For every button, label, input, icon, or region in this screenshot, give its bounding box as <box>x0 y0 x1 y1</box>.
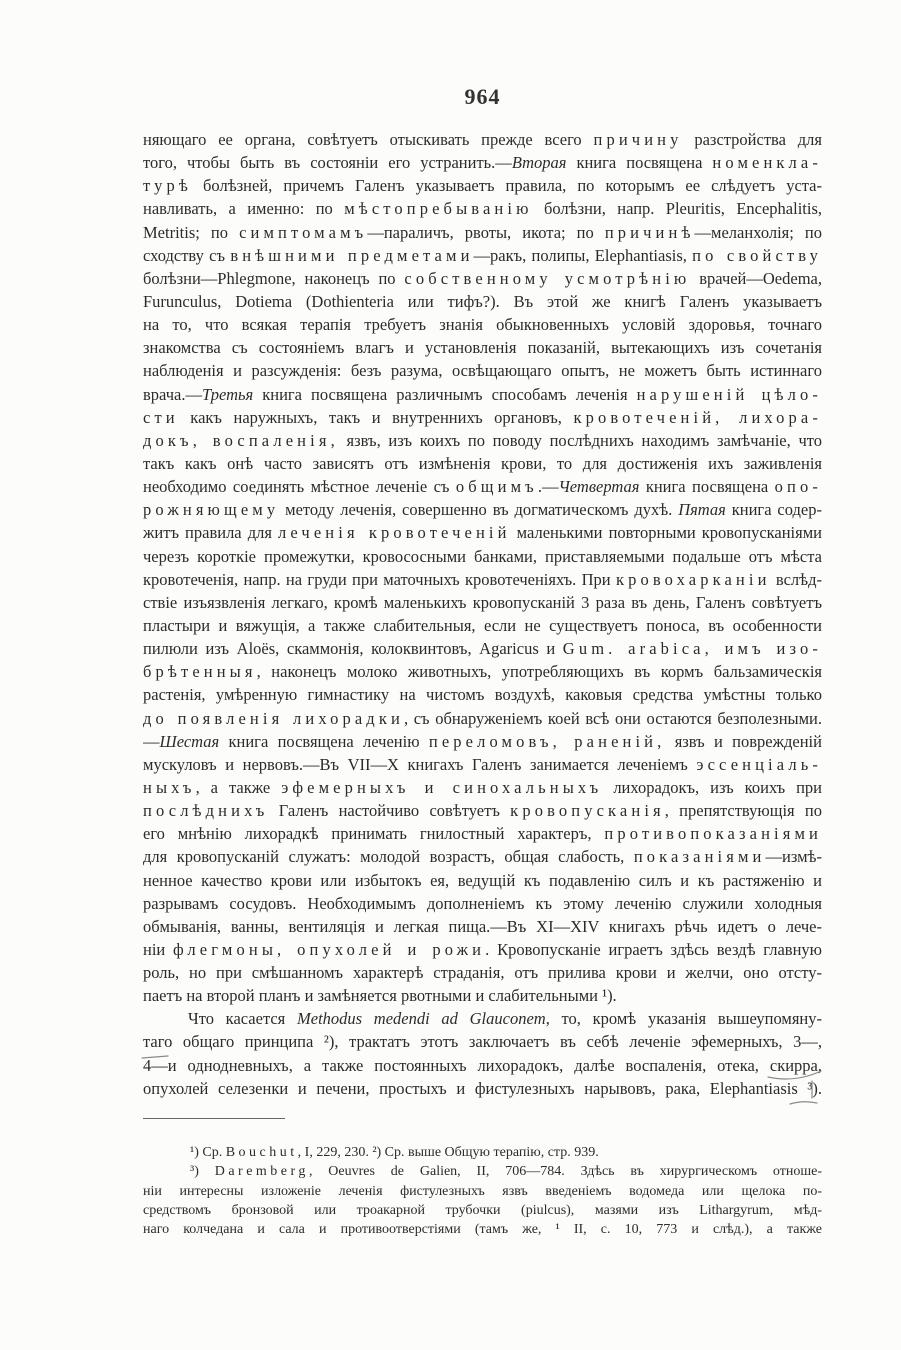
spaced-emphasis: внѣшними предметами <box>230 245 474 265</box>
text-run: какъ наружныхъ, такъ и внутреннихъ органовъ, <box>178 407 574 427</box>
text-run: , препятствующія по <box>664 801 822 821</box>
text-line <box>143 1077 822 1100</box>
text-line <box>143 521 822 544</box>
line-content <box>190 1162 822 1181</box>
text-run: , Oeuvres de Galien, II, 706—784. Здѣсь въ хирургическомъ отноше- <box>308 1164 822 1180</box>
line-content <box>190 1143 599 1162</box>
text-run: , наконецъ молоко животныхъ, употребляющихъ въ кормъ бальзамическія <box>256 662 822 682</box>
line-content <box>143 359 822 382</box>
text-line <box>143 799 822 822</box>
text-run: опухолей селезенки и печени, простыхъ и фистулезныхъ нарывовъ, рака, Elephantiasis ³). <box>143 1078 822 1098</box>
line-content <box>143 1201 822 1220</box>
text-run: паетъ на второй планъ и замѣняется рвотными и слабительными ¹). <box>143 986 617 1006</box>
text-run: книга посвящена <box>639 477 775 497</box>
line-content <box>143 452 822 475</box>
line-content <box>143 1077 822 1100</box>
text-run: врачей—Oedema, <box>690 268 822 288</box>
paragraph-galen-books <box>143 128 822 1007</box>
spaced-emphasis: Gum. arabica, имъ изо- <box>562 639 822 659</box>
spaced-emphasis: по свойству <box>692 245 822 265</box>
text-run: ствіе изъязвленія легкаго, кромѣ маленькихъ кровопусканій 3 раза въ день, Галенъ совѣтуетъ <box>143 592 822 612</box>
spaced-emphasis: ныхъ <box>143 777 196 797</box>
text-run: 4—и однодневныхъ, а также постоянныхъ лихорадокъ, далѣе воспаленія, отека, скирра, <box>143 1055 822 1075</box>
text-run: для кровопусканій служатъ: молодой возрастъ, общая слабость, <box>143 847 634 867</box>
text-line <box>143 221 822 244</box>
italic-emphasis: Шестая <box>159 731 220 751</box>
spaced-emphasis: сти <box>143 407 179 427</box>
paragraph-methodus-medendi <box>143 1007 822 1100</box>
text-run: пилюли изъ Aloës, скаммонія, колоквинтовъ, Agaricus и <box>143 639 563 659</box>
line-content <box>143 683 822 706</box>
spaced-emphasis: эссенціаль- <box>696 754 822 774</box>
line-content <box>143 614 822 637</box>
text-run: роль, но при смѣшанномъ характерѣ страданія, отъ прилива крови и желчи, оно отсту- <box>143 963 822 983</box>
italic-emphasis: Четвертая <box>558 477 640 497</box>
text-run: того, чтобы быть въ состояніи его устранить.— <box>143 153 512 173</box>
text-run: маленькими повторными кровопусканіями <box>510 523 822 543</box>
text-line <box>143 429 822 452</box>
text-line <box>143 683 822 706</box>
spaced-emphasis: Daremberg <box>214 1164 309 1180</box>
line-content <box>143 545 822 568</box>
text-line <box>143 267 822 290</box>
spaced-emphasis: собственному усмотрѣнію <box>404 268 691 288</box>
line-content <box>143 799 822 822</box>
text-run: няющаго ее органа, совѣтуетъ отыскивать прежде всего <box>143 130 594 149</box>
text-line <box>143 1007 822 1030</box>
text-run: Furunculus, Dotiema (Dothienteria или тифъ?). Въ этой же книгѣ Галенъ указываетъ <box>143 291 822 311</box>
text-line <box>143 845 822 868</box>
spaced-emphasis: турѣ <box>143 176 192 196</box>
text-run: необходимо соединять мѣстное леченіе съ <box>143 477 456 497</box>
text-line <box>143 383 822 406</box>
line-content <box>143 660 822 683</box>
text-run: вслѣд- <box>770 569 822 589</box>
line-content <box>143 406 822 429</box>
italic-emphasis: Третья <box>201 384 254 404</box>
line-content <box>143 984 617 1007</box>
spaced-emphasis: кровопусканія <box>510 801 665 821</box>
spaced-emphasis: номенкла- <box>712 153 822 173</box>
text-run: черезъ короткіе промежутки, кровососными банками, приставляемыми подальше отъ мѣста <box>143 546 822 566</box>
line-content <box>143 822 822 845</box>
text-line <box>143 1054 822 1077</box>
italic-emphasis: Пятая <box>678 500 726 520</box>
text-run: средствомъ бронзовой или троакарной трубочки (piulcus), мазями изъ Lithargyrum, мѣд- <box>143 1202 822 1218</box>
text-line <box>143 637 822 660</box>
text-line <box>143 915 822 938</box>
text-line <box>143 174 822 197</box>
text-run: —меланхолія; по <box>694 222 822 242</box>
line-content <box>143 938 822 961</box>
text-line <box>143 984 822 1007</box>
text-line <box>143 244 822 267</box>
spaced-emphasis: до появленія лихорадки <box>143 708 404 728</box>
text-run: .— <box>537 477 559 497</box>
text-line <box>143 591 822 614</box>
spaced-emphasis: брѣтенныя <box>143 662 257 682</box>
footnote-3 <box>143 1162 822 1239</box>
text-run: житъ правила для <box>143 523 279 543</box>
spaced-emphasis: показаніями <box>633 847 766 867</box>
line-content <box>143 221 822 244</box>
text-line <box>143 545 822 568</box>
text-run: растенія, умѣренную гимнастику на чистомъ воздухѣ, каковыя средства умѣстны только <box>143 685 822 705</box>
line-content <box>143 197 822 220</box>
line-content <box>143 753 822 776</box>
spaced-emphasis: Bouchut <box>225 1145 298 1160</box>
text-run: ³) <box>190 1164 215 1180</box>
text-run: . Кровопусканіе играетъ здѣсь вездѣ главную <box>485 939 822 959</box>
spaced-emphasis: флегмоны, опухолей и рожи <box>173 939 486 959</box>
text-run: язвъ и поврежденій <box>665 731 822 751</box>
text-run: его мнѣнію лихорадкѣ принимать гнилостный характеръ, <box>143 824 605 844</box>
line-content <box>143 961 822 984</box>
text-line <box>143 197 822 220</box>
spaced-emphasis: симптомамъ <box>239 222 368 242</box>
text-line <box>143 359 822 382</box>
text-line <box>143 822 822 845</box>
text-run: таго общаго принципа ²), трактатъ этотъ заключаетъ въ себѣ леченіе эфемерныхъ, 3—, <box>143 1032 822 1052</box>
text-run: ніи интересны изложеніе леченія фистулезныхъ язвъ введеніемъ водомеда или щелока по- <box>143 1183 822 1199</box>
line-content <box>143 568 822 591</box>
text-line <box>143 151 822 174</box>
line-content <box>143 1054 822 1077</box>
spaced-emphasis: докъ, воспаленія, <box>143 430 339 450</box>
text-run: Metritis; по <box>143 222 240 242</box>
text-line <box>143 406 822 429</box>
text-run: обмыванія, ванны, вентиляція и легкая пища.—Въ XI—XIV книгахъ рѣчь идетъ о лече- <box>143 916 822 936</box>
text-run: врача.— <box>143 384 202 404</box>
spaced-emphasis: эфемерныхъ и синохальныхъ <box>281 777 603 797</box>
line-content <box>143 521 822 544</box>
text-run: ненное качество крови или избытокъ ея, ведущій къ подавленію силъ и къ растяженію и <box>143 870 822 890</box>
text-line <box>143 313 822 336</box>
footnotes <box>143 1143 822 1239</box>
text-run: болѣзни—Phlegmone, наконецъ по <box>143 268 405 288</box>
line-content <box>143 707 822 730</box>
text-line <box>143 1143 822 1162</box>
text-run: наго колчедана и сала и противоотверстіями (тамъ же, ¹ II, с. 10, 773 и слѣд.), а также <box>143 1222 822 1238</box>
spaced-emphasis: опо- <box>774 477 822 497</box>
text-run: —ракъ, полипы, Elephantiasis, <box>473 245 693 265</box>
spaced-emphasis: нарушеній цѣло- <box>636 384 822 404</box>
text-line <box>143 707 822 730</box>
line-content <box>143 336 822 359</box>
text-run: ніи <box>143 939 174 959</box>
text-line <box>143 869 822 892</box>
line-content <box>143 637 822 660</box>
text-run: разрывамъ сосудовъ. Необходимымъ дополненіемъ къ этому леченію служили холодныя <box>143 893 822 913</box>
text-line <box>143 1220 822 1239</box>
line-content <box>188 1007 822 1030</box>
text-run: болѣзни, напр. Pleuritis, Encephalitis, <box>532 199 822 219</box>
line-content <box>143 429 822 452</box>
line-content <box>143 869 822 892</box>
text-run: , I, 229, 230. ²) Ср. выше Общую терапію, стр. 939. <box>297 1145 599 1160</box>
line-content <box>143 1030 822 1053</box>
line-content <box>143 730 822 753</box>
text-run: мускуловъ и нервовъ.—Въ VII—X книгахъ Галенъ занимается леченіемъ <box>143 754 697 774</box>
page-number: 964 <box>464 84 501 109</box>
line-content <box>143 313 822 336</box>
line-content <box>143 244 822 267</box>
text-line <box>143 475 822 498</box>
text-line <box>143 1201 822 1220</box>
spaced-emphasis: общимъ <box>455 477 538 497</box>
line-content <box>143 498 822 521</box>
text-run: —параличъ, рвоты, икота; по <box>367 222 605 242</box>
text-run: язвъ, изъ коихъ по поводу послѣднихъ находимъ замѣчаніе, что <box>338 430 822 450</box>
text-run: книга содер- <box>725 500 822 520</box>
spaced-emphasis: леченія кровотеченій <box>278 523 511 543</box>
text-line <box>143 614 822 637</box>
footnote-1-2 <box>143 1143 822 1162</box>
line-content <box>143 475 822 498</box>
text-line <box>143 1162 822 1181</box>
line-content <box>143 1220 822 1239</box>
line-content <box>143 845 822 868</box>
text-run: навливать, а именно: по <box>143 199 345 219</box>
text-run: сходству съ <box>143 245 231 265</box>
text-line <box>143 498 822 521</box>
spaced-emphasis: послѣднихъ <box>143 801 269 821</box>
text-run: , то, кромѣ указанія вышеупомяну- <box>545 1009 822 1029</box>
text-run: Что касается <box>188 1009 297 1029</box>
line-content <box>143 128 822 151</box>
text-run: на то, что всякая терапія требуетъ знанія обыкновенныхъ условій здоровья, точнаго <box>143 315 822 335</box>
text-line <box>143 336 822 359</box>
spaced-emphasis: противопоказаніями <box>604 824 822 844</box>
line-content <box>143 383 822 406</box>
line-content <box>143 267 822 290</box>
text-run: такъ какъ онѣ часто зависятъ отъ измѣненія крови, то для достиженія ихъ заживленія <box>143 453 822 473</box>
text-line <box>143 730 822 753</box>
text-run: — <box>143 731 160 751</box>
text-line <box>143 1182 822 1201</box>
text-line <box>143 892 822 915</box>
text-run: разстройства для <box>682 130 822 149</box>
line-content <box>143 915 822 938</box>
spaced-emphasis: переломовъ, раненій, <box>428 731 666 751</box>
text-run: книга посвящена леченію <box>219 731 429 751</box>
text-run: лихорадокъ, изъ коихъ при <box>602 777 822 797</box>
line-content <box>143 174 822 197</box>
text-run: наблюденія и разсужденія: безъ разума, освѣщающаго опытъ, не можетъ быть истиннаго <box>143 361 822 381</box>
italic-emphasis: Methodus medendi ad Glauconem <box>297 1009 546 1029</box>
text-run: пластыри и вяжущія, а также слабительныя, если не существуетъ поноса, въ особенности <box>143 615 822 635</box>
text-run: ¹) Ср. <box>190 1145 226 1160</box>
spaced-emphasis: рожняющему <box>143 500 280 520</box>
text-run: методу леченія, совершенно въ догматическомъ духѣ. <box>279 500 679 520</box>
text-line <box>143 961 822 984</box>
line-content <box>143 892 822 915</box>
spaced-emphasis: кровохарканіи <box>615 569 771 589</box>
text-line <box>143 776 822 799</box>
spaced-emphasis: кровотеченій, лихора- <box>573 407 822 427</box>
text-line <box>143 753 822 776</box>
text-line <box>143 660 822 683</box>
spaced-emphasis: причину <box>593 130 683 149</box>
text-line <box>143 128 822 151</box>
italic-emphasis: Вторая <box>511 153 567 173</box>
footnote-divider <box>143 1118 285 1119</box>
line-content <box>143 290 822 313</box>
text-line <box>143 568 822 591</box>
main-text <box>143 128 822 1100</box>
text-run: книга посвящена <box>566 153 713 173</box>
spaced-emphasis: мѣстопребыванію <box>344 199 533 219</box>
text-line <box>143 290 822 313</box>
text-run: знакомства съ состояніемъ влагъ и установленія показаній, вытекающихъ изъ сочетанія <box>143 338 822 358</box>
text-run: книга посвящена различнымъ способамъ леченія <box>253 384 637 404</box>
text-run: , съ обнаруженіемъ коей всѣ они остаются безполезными. <box>403 708 822 728</box>
text-run: болѣзней, причемъ Галенъ указываетъ правила, по которымъ ее слѣдуетъ уста- <box>191 176 822 196</box>
line-content <box>143 151 822 174</box>
line-content <box>143 1182 822 1201</box>
text-run: Галенъ настойчиво совѣтуетъ <box>268 801 511 821</box>
text-run: кровотеченія, напр. на груди при маточныхъ кровотеченіяхъ. При <box>143 569 616 589</box>
text-line <box>143 452 822 475</box>
text-run: —измѣ- <box>765 847 822 867</box>
text-run: , а также <box>195 777 282 797</box>
spaced-emphasis: причинѣ <box>604 222 695 242</box>
line-content <box>143 776 822 799</box>
line-content <box>143 591 822 614</box>
text-line <box>143 938 822 961</box>
text-line <box>143 1030 822 1053</box>
